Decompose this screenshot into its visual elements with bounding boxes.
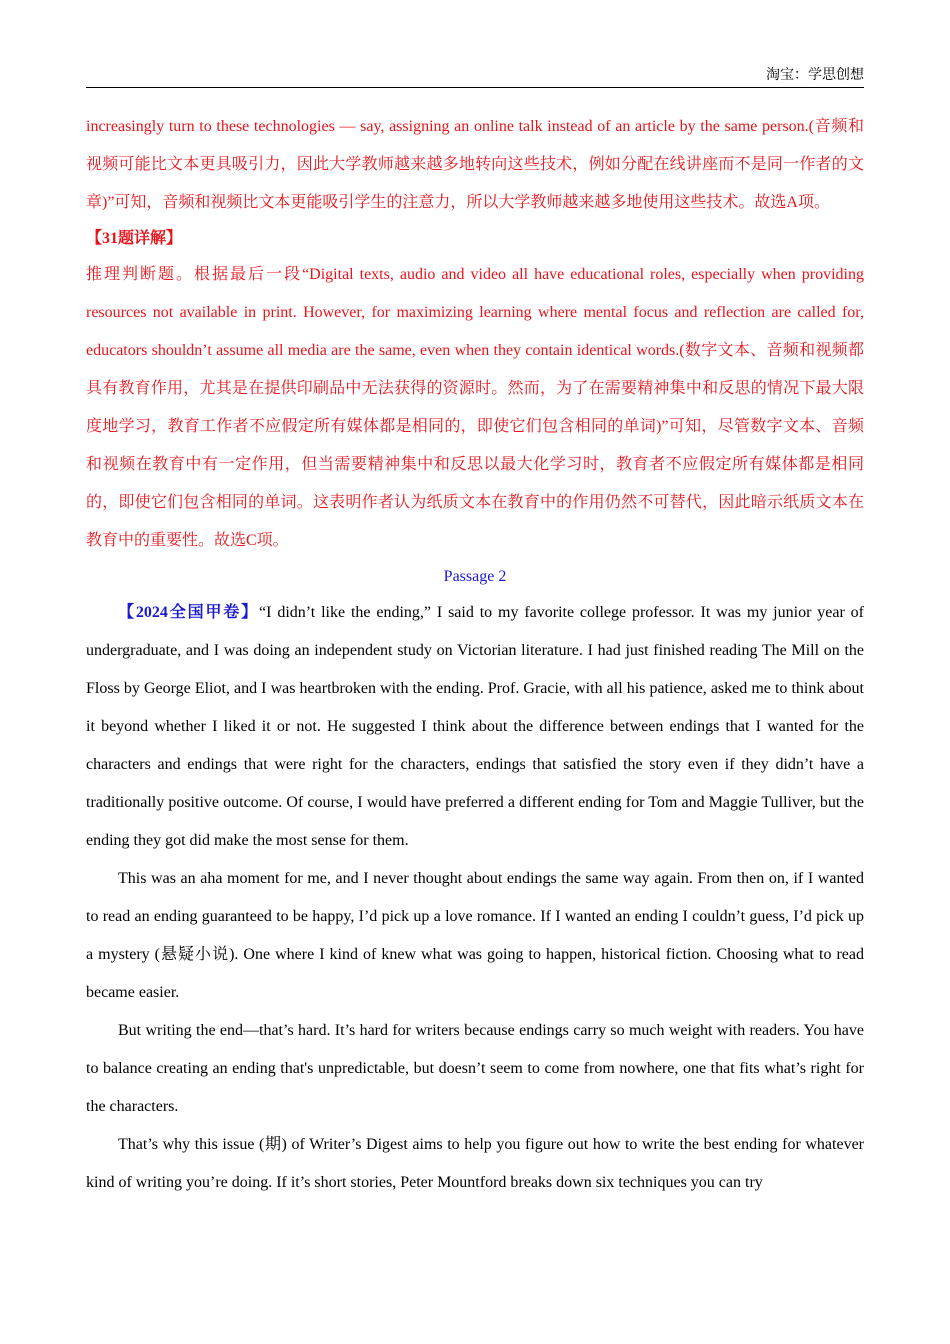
page-content — [86, 108, 864, 1202]
paragraph-text: “I didn’t like the ending,” I said to my favorite college professor. It was my junior year of undergraduate, and I was doing an independent study on Victorian literature. I had just finished reading The Mill on the Floss by George Eliot, and I was heartbroken with the ending. Prof. Gracie, with all his patience, asked me to think about it beyond whether I liked it or not. He suggested I think about the difference between endings that I wanted for the characters and endings that were right for the characters, endings that satisfied the story even if they didn’t have a traditionally positive outcome. Of course, I would have preferred a different ending for Tom and Maggie Tulliver, but the ending they got did make the most sense for them. — [86, 604, 864, 849]
passage-paragraph-3: But writing the end—that’s hard. It’s hard for writers because endings carry so much weight with readers. You have to balance creating an ending that's unpredictable, but doesn’t seem to come from nowhere, one that fits what’s right for the characters. — [86, 1022, 864, 1115]
passage-paragraph-4: That’s why this issue (期) of Writer’s Digest aims to help you figure out how to write the best ending for whatever kind of writing you’re doing. If it’s short stories, Peter Mountford breaks down six techniques you can try — [86, 1136, 864, 1191]
header-text: 淘宝：学思创想 — [766, 68, 864, 83]
passage-title: Passage 2 — [443, 568, 507, 585]
source-tag: 【2024全国甲卷】 — [118, 604, 260, 621]
explanation-30-continuation: increasingly turn to these technologies — say, assigning an online talk instead of an article by the same person.(音频和视频可能比文本更具吸引力，因此大学教师越来越多地转向这些技术，例如分配在线讲座而不是同一作者的文章)”可知，音频和视频比文本更能吸引学生的注意力，所以大学教师越来越多地使用这些技术。故选A项。 — [86, 118, 864, 211]
passage-paragraph-1 — [86, 594, 864, 860]
explanation-31-body: 推理判断题。根据最后一段“Digital texts, audio and video all have educational roles, especially when providing resources not available in print. However, for maximizing learning where mental focus and reflection are called for, educators shouldn’t assume all media are the same, even when they contain identical words.(数字文本、音频和视频都具有教育作用，尤其是在提供印刷品中无法获得的资源时。然而，为了在需要精神集中和反思的情况下最大限度地学习，教育工作者不应假定所有媒体都是相同的，即使它们包含相同的单词)”可知，尽管数字文本、音频和视频在教育中有一定作用，但当需要精神集中和反思以最大化学习时，教育者不应假定所有媒体都是相同的，即使它们包含相同的单词。这表明作者认为纸质文本在教育中的作用仍然不可替代，因此暗示纸质文本在教育中的重要性。故选C项。 — [86, 266, 864, 549]
page-header — [86, 66, 864, 88]
passage-paragraph-2: This was an aha moment for me, and I never thought about endings the same way again. From then on, if I wanted to read an ending guaranteed to be happy, I’d pick up a love romance. If I wanted an ending I couldn’t guess, I’d pick up a mystery (悬疑小说). One where I kind of knew what was going to happen, historical fiction. Choosing what to read became easier. — [86, 870, 864, 1001]
explanation-31-heading: 【31题详解】 — [86, 230, 183, 247]
